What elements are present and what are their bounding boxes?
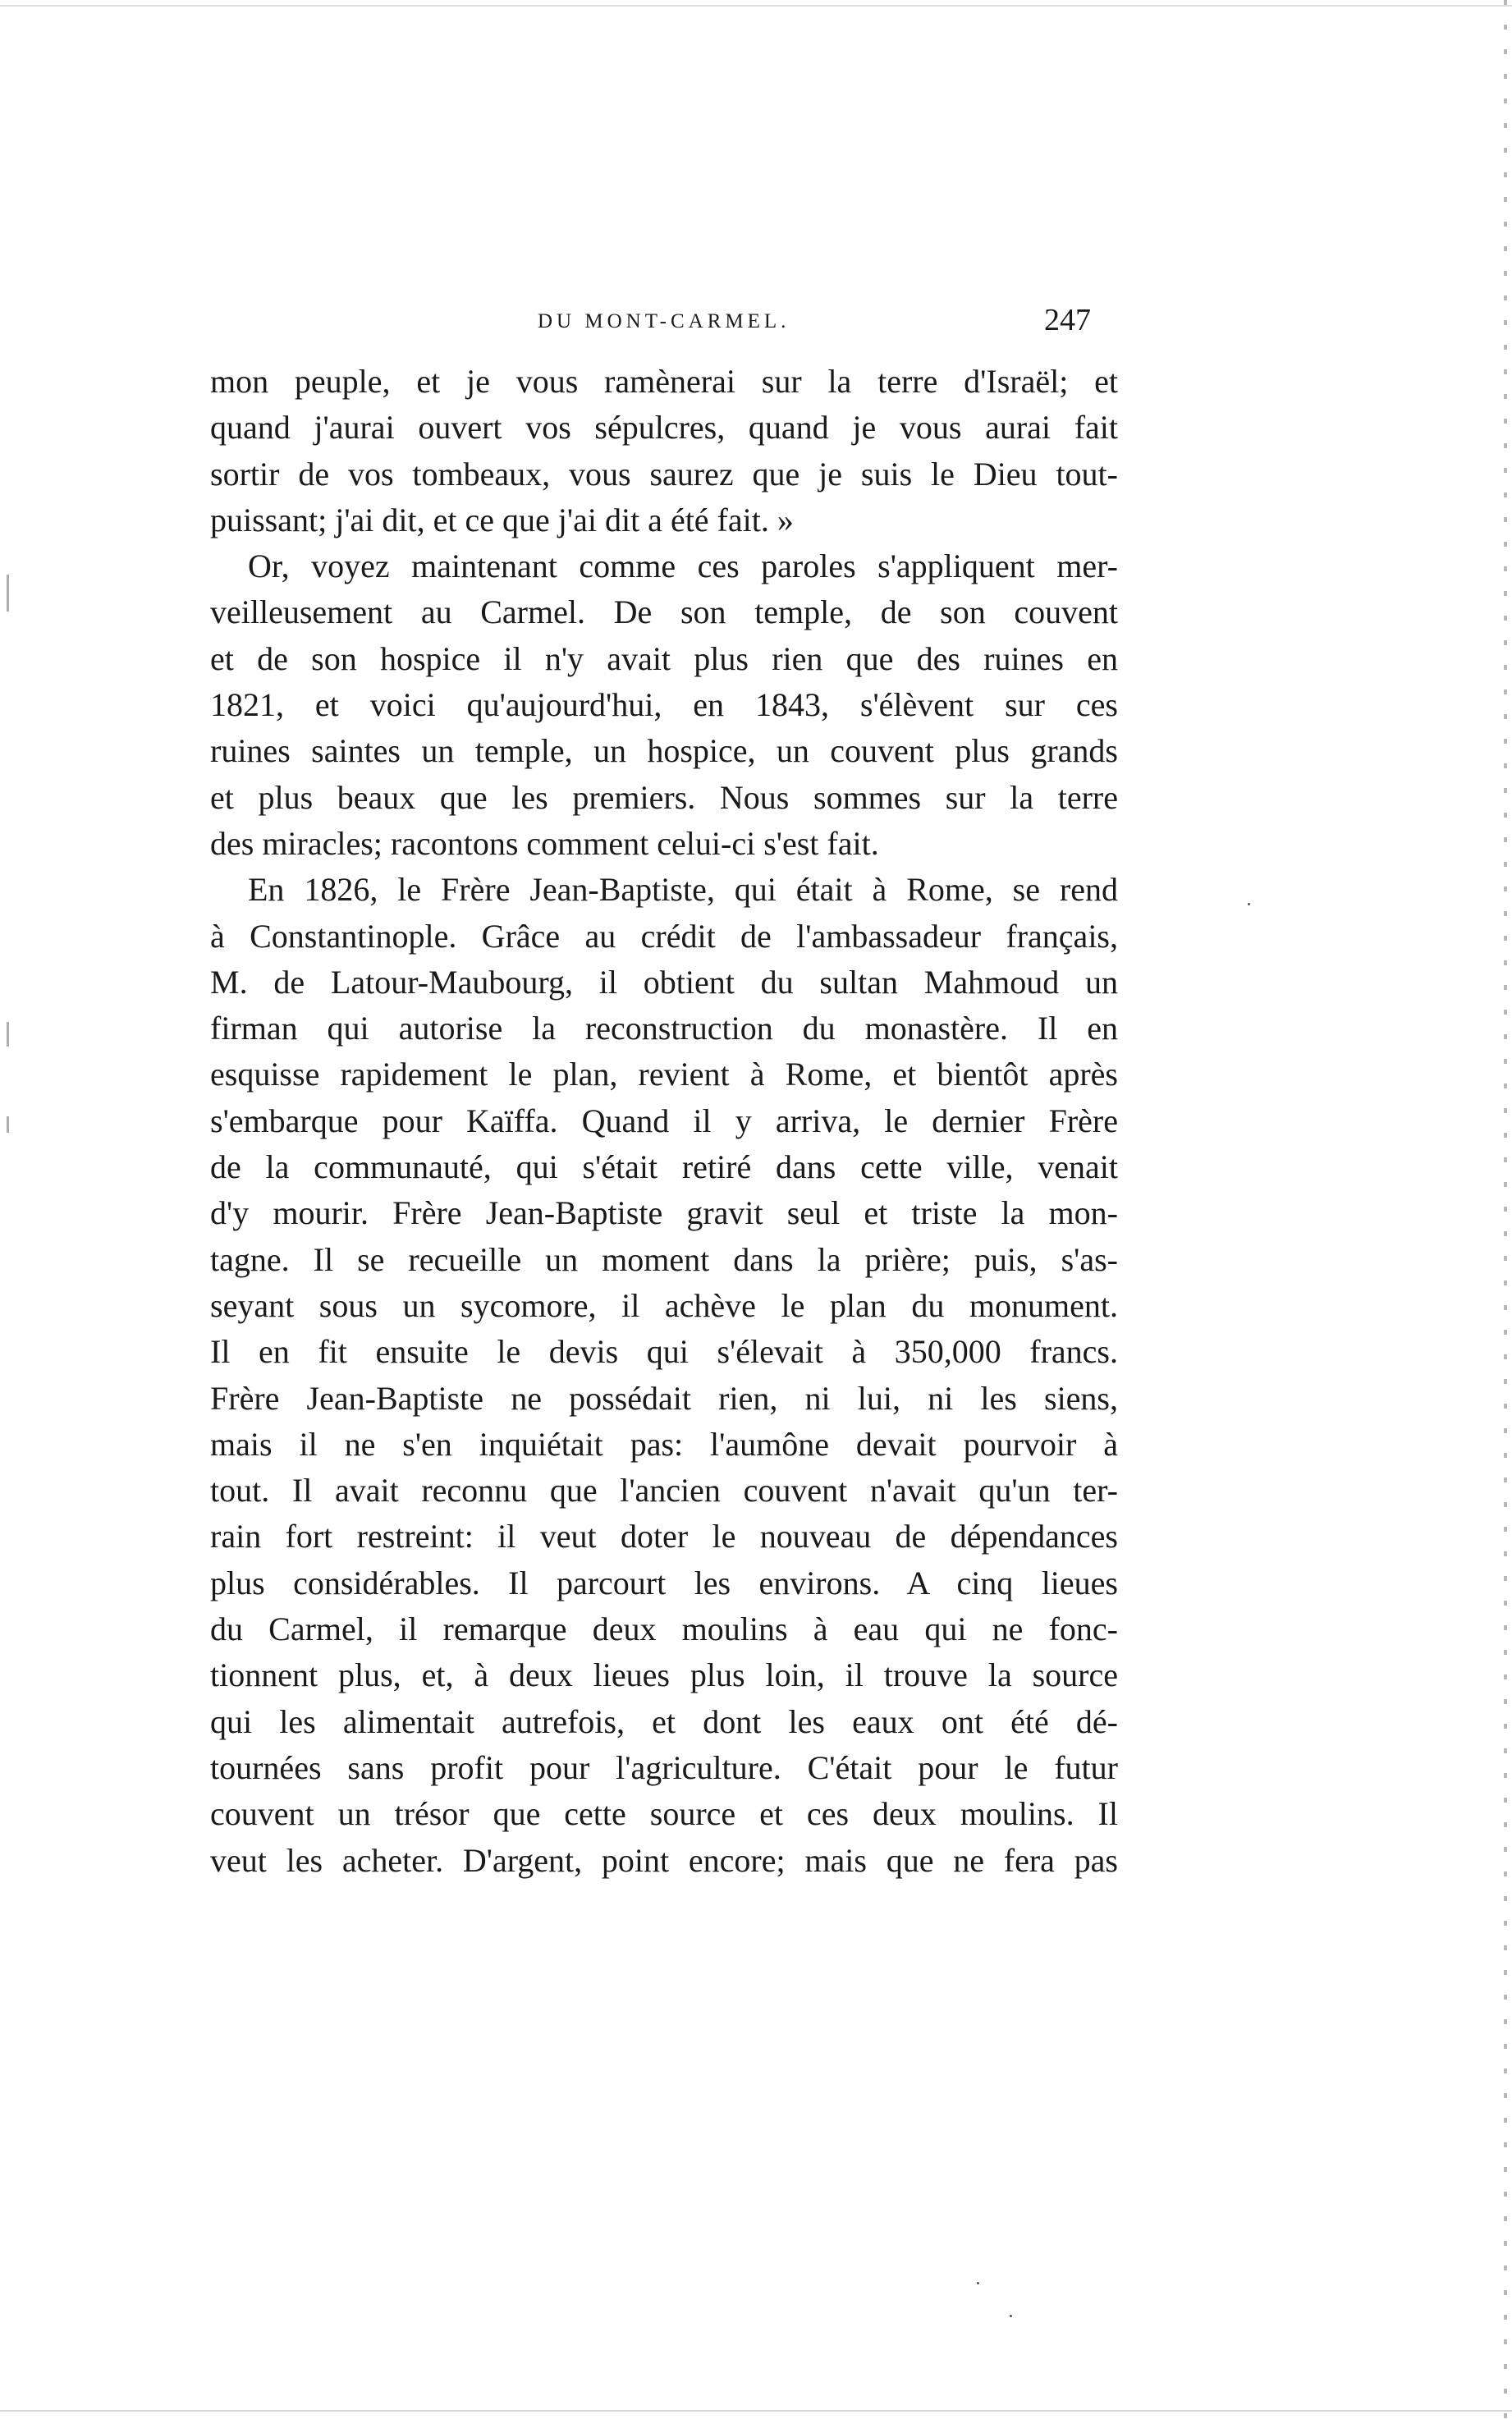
- text-line: M. de Latour-Maubourg, il obtient du sultan Mahmoud un: [210, 963, 1118, 1001]
- scan-edge-right: [1504, 0, 1507, 2419]
- text-line: d'y mourir. Frère Jean-Baptiste gravit seul et triste la mon-: [210, 1194, 1118, 1232]
- text-line: qui les alimentait autrefois, et dont les eaux ont été dé-: [210, 1702, 1118, 1740]
- paragraph: [210, 359, 1118, 543]
- running-title: DU MONT-CARMEL.: [538, 310, 790, 332]
- text-line: puissant; j'ai dit, et ce que j'ai dit a été fait. »: [210, 501, 794, 538]
- text-line: plus considérables. Il parcourt les environs. A cinq lieues: [210, 1564, 1118, 1601]
- page-number: 247: [1044, 303, 1091, 337]
- scan-mark-left-3: [7, 1116, 9, 1133]
- paragraph: [210, 543, 1118, 867]
- text-line: et de son hospice il n'y avait plus rien que des ruines en: [210, 639, 1118, 677]
- text-line: de la communauté, qui s'était retiré dans cette ville, venait: [210, 1148, 1118, 1186]
- scan-edge-bottom: [0, 2410, 1512, 2412]
- text-line: tournées sans profit pour l'agriculture. C'était pour le futur: [210, 1748, 1118, 1786]
- text-line: du Carmel, il remarque deux moulins à eau qui ne fonc-: [210, 1610, 1118, 1648]
- text-line: s'embarque pour Kaïffa. Quand il y arriva, le dernier Frère: [210, 1102, 1118, 1139]
- scan-mark-left-2: [7, 1022, 9, 1047]
- scan-speck: [977, 2282, 979, 2284]
- text-line: esquisse rapidement le plan, revient à Rome, et bientôt après: [210, 1056, 1118, 1093]
- text-line: Il en fit ensuite le devis qui s'élevait à 350,000 francs.: [210, 1333, 1118, 1371]
- text-line: veilleusement au Carmel. De son temple, de son couvent: [210, 593, 1118, 631]
- text-line: et plus beaux que les premiers. Nous sommes sur la terre: [210, 778, 1118, 816]
- text-line: firman qui autorise la reconstruction du monastère. Il en: [210, 1010, 1118, 1047]
- text-line: sortir de vos tombeaux, vous saurez que je suis le Dieu tout-: [210, 455, 1118, 493]
- text-line: mon peuple, et je vous ramènerai sur la terre d'Israël; et: [210, 363, 1118, 400]
- text-line: 1821, et voici qu'aujourd'hui, en 1843, s'élèvent sur ces: [210, 686, 1118, 724]
- scan-mark-left-1: [7, 575, 9, 612]
- text-line: tagne. Il se recueille un moment dans la prière; puis, s'as-: [210, 1240, 1118, 1278]
- text-line: En 1826, le Frère Jean-Baptiste, qui était à Rome, se rend: [248, 871, 1118, 909]
- text-line: Or, voyez maintenant comme ces paroles s'appliquent mer-: [248, 547, 1118, 585]
- text-line: des miracles; racontons comment celui-ci s'est fait.: [210, 824, 879, 862]
- scan-speck: [1248, 903, 1250, 905]
- scan-edge-top: [0, 5, 1512, 7]
- text-line: tout. Il avait reconnu que l'ancien couvent n'avait qu'un ter-: [210, 1472, 1118, 1510]
- text-line: à Constantinople. Grâce au crédit de l'ambassadeur français,: [210, 917, 1118, 955]
- text-line: veut les acheter. D'argent, point encore; mais que ne fera pas: [210, 1841, 1118, 1879]
- text-line: mais il ne s'en inquiétait pas: l'aumône devait pourvoir à: [210, 1425, 1118, 1463]
- scan-speck: [1010, 2315, 1012, 2317]
- text-line: couvent un trésor que cette source et ces deux moulins. Il: [210, 1795, 1118, 1833]
- text-line: ruines saintes un temple, un hospice, un couvent plus grands: [210, 732, 1118, 770]
- text-line: rain fort restreint: il veut doter le nouveau de dépendances: [210, 1518, 1118, 1555]
- text-line: seyant sous un sycomore, il achève le plan du monument.: [210, 1286, 1118, 1324]
- text-line: quand j'aurai ouvert vos sépulcres, quand je vous aurai fait: [210, 409, 1118, 447]
- text-line: Frère Jean-Baptiste ne possédait rien, ni lui, ni les siens,: [210, 1379, 1118, 1417]
- paragraph: [210, 867, 1118, 1884]
- text-line: tionnent plus, et, à deux lieues plus loin, il trouve la source: [210, 1656, 1118, 1694]
- body-text: [210, 359, 1118, 1884]
